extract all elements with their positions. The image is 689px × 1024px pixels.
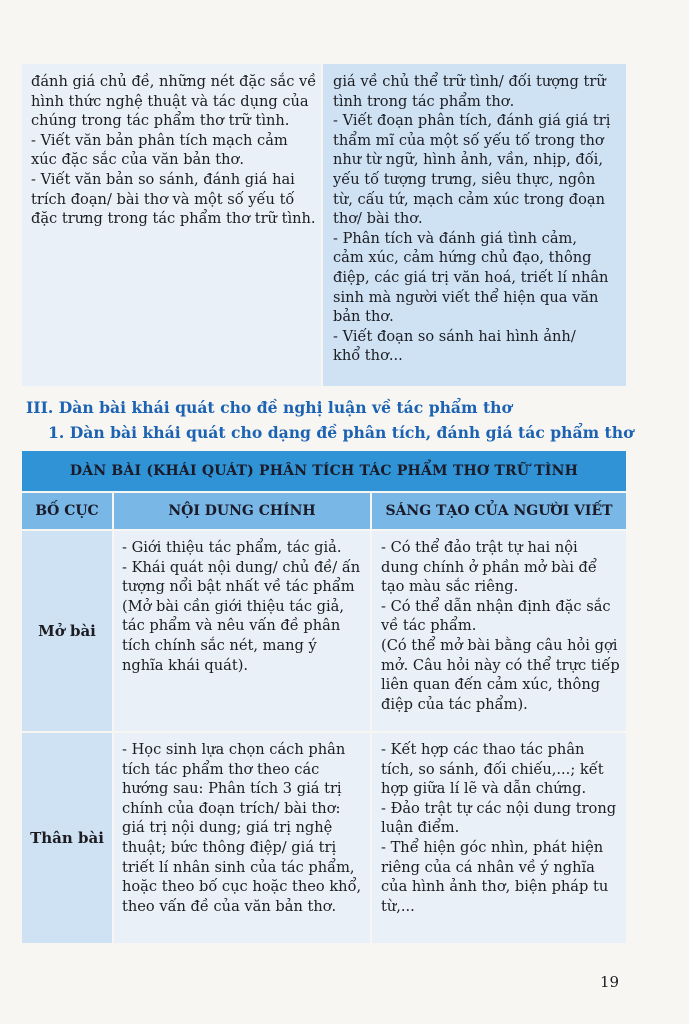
text-line: - Viết đoạn so sánh hai hình ảnh/: [333, 327, 576, 345]
text-line: - Phân tích và đánh giá tình cảm,: [333, 229, 578, 247]
text-line: thơ/ bài thơ.: [333, 210, 423, 228]
continuation-left-cell: [22, 64, 321, 386]
text-line: - Khái quát nội dung/ chủ đề/ ấn: [122, 558, 361, 576]
text-line: tác phẩm và nêu vấn đề phân: [122, 617, 341, 635]
header-writer-creativity: SÁNG TẠO CỦA NGƯỜI VIẾT: [372, 493, 626, 529]
text-line: tích, so sánh, đối chiếu,...; kết: [381, 760, 604, 778]
text-line: xúc đặc sắc của văn bản thơ.: [31, 151, 244, 169]
text-line: sinh mà người viết thể hiện qua văn: [333, 288, 599, 306]
text-line: hoặc theo bố cục hoặc theo khổ,: [122, 878, 362, 896]
body-content-cell: [114, 733, 370, 943]
text-line: điệp của tác phẩm).: [381, 695, 528, 713]
intro-content-cell: [114, 531, 370, 731]
text-line: (Có thể mở bài bằng câu hỏi gợi: [381, 636, 618, 654]
text-line: - Thể hiện góc nhìn, phát hiện: [381, 838, 604, 856]
text-line: hướng sau: Phân tích 3 giá trị: [122, 780, 342, 798]
text-line: - Kết hợp các thao tác phân: [381, 741, 585, 758]
text-line: - Viết văn bản so sánh, đánh giá hai: [31, 170, 295, 188]
text-line: thuật; bức thông điệp/ giá trị: [122, 838, 337, 856]
subsection-heading: 1. Dàn bài khái quát cho dạng đề phân tích, đánh giá tác phẩm thơ: [48, 423, 634, 442]
text-line: theo vấn đề của văn bản thơ.: [122, 897, 337, 915]
text-line: hợp giữa lí lẽ và dẫn chứng.: [381, 780, 587, 798]
text-line: tượng nổi bật nhất về tác phẩm: [122, 578, 355, 596]
text-line: triết lí nhân sinh của tác phẩm,: [122, 858, 355, 876]
text-line: chúng trong tác phẩm thơ trữ tình.: [31, 112, 290, 130]
row-label-intro: Mở bài: [22, 531, 112, 731]
text-line: đặc trưng trong tác phẩm thơ trữ tình.: [31, 210, 316, 228]
text-line: đánh giá chủ đề, những nét đặc sắc về: [31, 73, 317, 90]
text-line: - Học sinh lựa chọn cách phân: [122, 741, 346, 758]
outline-table: [22, 451, 626, 943]
text-line: - Có thể dẫn nhận định đặc sắc: [381, 597, 611, 615]
text-line: tích tác phẩm thơ theo các: [122, 760, 320, 778]
intro-creative-cell: [372, 531, 626, 731]
text-line: riêng của cá nhân về ý nghĩa: [381, 858, 595, 876]
text-line: - Có thể đảo trật tự hai nội: [381, 539, 578, 556]
text-line: luận điểm.: [381, 819, 460, 837]
text-line: tạo màu sắc riêng.: [381, 578, 519, 596]
text-line: dung chính ở phần mở bài để: [381, 558, 597, 576]
text-line: của hình ảnh thơ, biện pháp tu: [381, 878, 609, 896]
text-line: tình trong tác phẩm thơ.: [333, 92, 515, 110]
header-structure: BỐ CỤC: [22, 493, 112, 529]
text-line: tích chính sắc nét, mang ý: [122, 636, 317, 654]
header-main-content: NỘI DUNG CHÍNH: [114, 493, 370, 529]
text-line: nghĩa khái quát).: [122, 656, 249, 674]
text-line: khổ thơ...: [333, 347, 403, 365]
text-line: giá trị nội dung; giá trị nghệ: [122, 819, 333, 837]
text-line: như từ ngữ, hình ảnh, vần, nhịp, đối,: [333, 151, 603, 169]
continuation-table: [22, 64, 626, 386]
text-line: - Đảo trật tự các nội dung trong: [381, 799, 617, 817]
text-line: mở. Câu hỏi này có thể trực tiếp: [381, 656, 620, 674]
text-line: hình thức nghệ thuật và tác dụng của: [31, 92, 309, 110]
page-number: 19: [600, 973, 620, 991]
text-line: cảm xúc, cảm hứng chủ đạo, thông: [333, 249, 592, 267]
text-line: điệp, các giá trị văn hoá, triết lí nhân: [333, 268, 609, 286]
text-line: chính của đoạn trích/ bài thơ:: [122, 799, 341, 817]
text-line: yếu tố tượng trưng, siêu thực, ngôn: [333, 170, 596, 188]
text-line: - Giới thiệu tác phẩm, tác giả.: [122, 539, 342, 556]
text-line: bản thơ.: [333, 308, 394, 326]
text-line: - Viết văn bản phân tích mạch cảm: [31, 131, 288, 149]
continuation-right-cell: [323, 64, 626, 386]
body-creative-cell: [372, 733, 626, 943]
text-line: giá về chủ thể trữ tình/ đối tượng trữ: [333, 73, 606, 90]
text-line: thẩm mĩ của một số yếu tố trong thơ: [333, 131, 604, 149]
text-line: (Mở bài cần giới thiệu tác giả,: [122, 597, 344, 615]
text-line: từ, cấu tứ, mạch cảm xúc trong đoạn: [333, 190, 606, 208]
text-line: liên quan đến cảm xúc, thông: [381, 676, 601, 694]
text-line: - Viết đoạn phân tích, đánh giá giá trị: [333, 112, 611, 130]
section-heading: III. Dàn bài khái quát cho đề nghị luận về tác phẩm thơ: [26, 398, 512, 417]
text-line: từ,...: [381, 897, 415, 915]
table-title: DÀN BÀI (KHÁI QUÁT) PHÂN TÍCH TÁC PHẨM THƠ TRỮ TÌNH: [22, 451, 626, 491]
text-line: trích đoạn/ bài thơ và một số yếu tố: [31, 190, 295, 208]
text-line: về tác phẩm.: [381, 617, 477, 635]
row-label-body: Thân bài: [22, 733, 112, 943]
